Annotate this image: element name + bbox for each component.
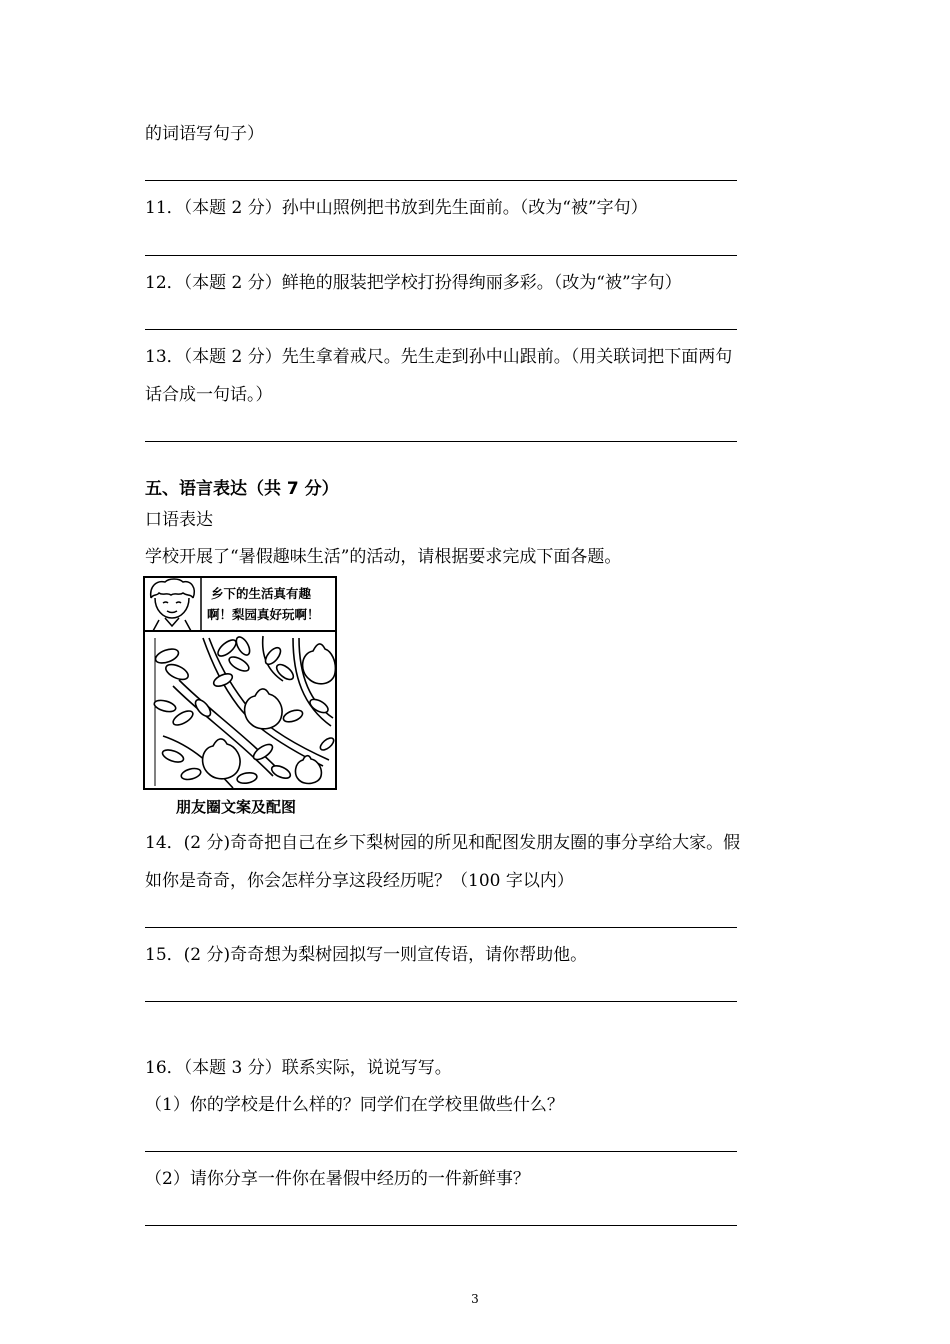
answer-line[interactable] [145, 329, 737, 330]
question-16-part-2: （2）请你分享一件你在暑假中经历的一件新鲜事？ [145, 1169, 530, 1189]
answer-line[interactable] [145, 1151, 737, 1152]
answer-line[interactable] [145, 255, 737, 256]
answer-line[interactable] [145, 1225, 737, 1226]
speech-bubble-line-2: 啊！梨园真好玩啊！ [207, 607, 320, 622]
activity-intro: 学校开展了“暑假趣味生活”的活动，请根据要求完成下面各题。 [145, 547, 622, 567]
question-16-part-1: （1）你的学校是什么样的？同学们在学校里做些什么？ [145, 1095, 564, 1115]
subheading-oral: 口语表达 [145, 510, 213, 530]
page-number: 3 [471, 1292, 479, 1306]
pear-tree-illustration [143, 576, 337, 790]
answer-line[interactable] [145, 1001, 737, 1002]
section-heading-5: 五、语言表达（共 7 分） [145, 479, 339, 499]
question-13-cont: 话合成一句话。） [145, 385, 273, 405]
child-avatar-icon [151, 579, 195, 631]
question-12: 12．（本题 2 分）鲜艳的服装把学校打扮得绚丽多彩。（改为“被”字句） [145, 273, 682, 293]
question-14-cont: 如你是奇奇，你会怎样分享这段经历呢？（100 字以内） [145, 871, 574, 891]
question-15: 15．(2 分)奇奇想为梨树园拟写一则宣传语，请你帮助他。 [145, 945, 588, 965]
answer-line[interactable] [145, 180, 737, 181]
text-line-continuation: 的词语写句子） [145, 124, 264, 144]
question-13: 13．（本题 2 分）先生拿着戒尺。先生走到孙中山跟前。（用关联词把下面两句 [145, 347, 733, 367]
question-14: 14．(2 分)奇奇把自己在乡下梨树园的所见和配图发朋友圈的事分享给大家。假 [145, 833, 741, 853]
answer-line[interactable] [145, 927, 737, 928]
moments-figure [143, 576, 337, 790]
question-16: 16．（本题 3 分）联系实际，说说写写。 [145, 1058, 452, 1078]
answer-line[interactable] [145, 441, 737, 442]
speech-bubble-line-1: 乡下的生活真有趣 [211, 586, 312, 601]
figure-caption: 朋友圈文案及配图 [176, 798, 297, 816]
question-11: 11．（本题 2 分）孙中山照例把书放到先生面前。（改为“被”字句） [145, 198, 648, 218]
